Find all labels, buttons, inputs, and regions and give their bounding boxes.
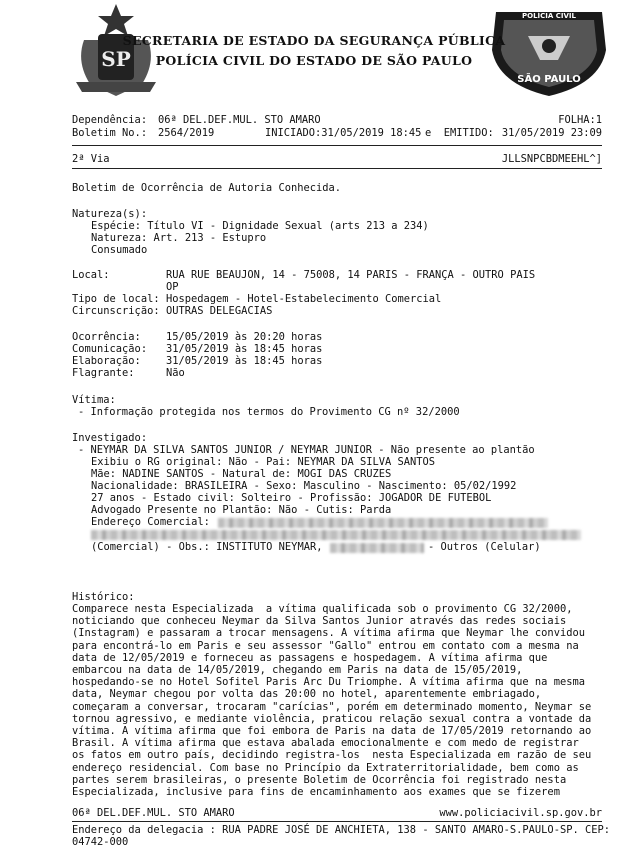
natureza-title: Natureza(s): [72, 208, 148, 220]
vitima-title: Vítima: [72, 394, 116, 406]
divider-second [72, 168, 602, 169]
historico-line: (Instagram) e passaram a trocar mensagens. A vítima afirma que Neymar lhe convidou [72, 627, 585, 640]
historico-line: data, Neymar chegou por volta das 20:00 no hotel, aparentemente embriagado, [72, 688, 542, 701]
redacted-address [91, 530, 581, 540]
investigado-line: Nacionalidade: BRASILEIRA - Sexo: Masculino - Nascimento: 05/02/1992 [91, 480, 517, 492]
endereco-comercial-label: Endereço Comercial: [91, 516, 210, 528]
historico-line: tornou agressivo, e mediante violência, praticou relação sexual contra a vontade da [72, 712, 592, 725]
historico-title: Histórico: [72, 591, 135, 603]
dependencia-value: 06ª DEL.DEF.MUL. STO AMARO [158, 114, 321, 126]
footer-address: Endereço da delegacia : RUA PADRE JOSÉ DE ANCHIETA, 138 - SANTO AMARO-S.PAULO-SP. CEP: [72, 824, 610, 836]
redacted-address [218, 518, 548, 528]
historico-line: data de 12/05/2019 e forneceu as passagens e hospedagem. A vítima afirma que [72, 651, 548, 664]
vitima-line: - Informação protegida nos termos do Provimento CG nº 32/2000 [78, 406, 460, 418]
local-value: RUA RUE BEAUJON, 14 - 75008, 14 PARIS - FRANÇA - OUTRO PAIS [166, 269, 536, 281]
flagrante-value: Não [166, 367, 185, 379]
folha: FOLHA:1 [558, 114, 602, 126]
elaboracao-value: 31/05/2019 às 18:45 horas [166, 355, 323, 367]
historico-line: vítima. A vítima afirma que foi embora de Paris na data de 17/05/2019 retornando ao [72, 725, 592, 738]
ocorrencia-value: 15/05/2019 às 20:20 horas [166, 331, 323, 343]
natureza-line: Espécie: Título VI - Dignidade Sexual (arts 213 a 234) [91, 220, 429, 232]
local-value-cont: OP [166, 281, 179, 293]
header-policia-civil: POLÍCIA CIVIL DO ESTADO DE SÃO PAULO [155, 53, 473, 68]
flagrante-label: Flagrante: [72, 367, 135, 379]
natureza-line: Consumado [91, 244, 148, 256]
iniciado: INICIADO:31/05/2019 18:45 [265, 127, 422, 139]
footer-website[interactable]: www.policiacivil.sp.gov.br [439, 807, 602, 819]
investigado-line: 27 anos - Estado civil: Solteiro - Profissão: JOGADOR DE FUTEBOL [91, 492, 492, 504]
historico-line: partes serem brasileiras, o presente Boletim de Ocorrência foi registrado nesta [72, 773, 567, 786]
comunicacao-label: Comunicação: [72, 343, 148, 355]
investigado-name: - NEYMAR DA SILVA SANTOS JUNIOR / NEYMAR JUNIOR - Não presente ao plantão [78, 444, 535, 456]
historico-line: hospedando-se no Hotel Sofitel Paris Arc Du Triomphe. A vítima afirma que na mesma [72, 676, 585, 689]
comercial-outros: - Outros (Celular) [428, 541, 541, 553]
sp-state-seal [70, 2, 162, 98]
historico-line: começaram a conversar, trocaram "carícias", porém em determinado momento, Neymar se [72, 700, 592, 713]
tipo-local-value: Hospedagem - Hotel-Estabelecimento Comercial [166, 293, 442, 305]
boletim-number: 2564/2019 [158, 127, 215, 139]
circunscricao-value: OUTRAS DELEGACIAS [166, 305, 273, 317]
local-label: Local: [72, 269, 110, 281]
via: 2ª Via [72, 153, 110, 165]
historico-line: Especializada, inclusive para fins de encaminhamento aos exames que se fizerem [72, 786, 560, 799]
historico-line: noticiando que conheceu Neymar da Silva Santos Junior através das redes sociais [72, 615, 567, 628]
investigado-title: Investigado: [72, 432, 148, 444]
comunicacao-value: 31/05/2019 às 18:45 horas [166, 343, 323, 355]
tipo-boletim: Boletim de Ocorrência de Autoria Conhecida. [72, 182, 341, 194]
header-secretaria: SECRETARIA DE ESTADO DA SEGURANÇA PÚBLICA [122, 33, 506, 48]
investigado-line: Mãe: NADINE SANTOS - Natural de: MOGI DAS CRUZES [91, 468, 392, 480]
historico-line: os fatos em outro país, decidindo registra-los nesta Especializada em razão de seu [72, 749, 592, 762]
footer-cep: 04742-000 [72, 836, 129, 848]
document-code: JLLSNPCBDMEEHL^] [501, 153, 602, 165]
divider-footer [72, 821, 602, 822]
comercial-obs: (Comercial) - Obs.: INSTITUTO NEYMAR, [91, 541, 323, 553]
tipo-local-label: Tipo de local: [72, 293, 160, 305]
investigado-line: Exibiu o RG original: Não - Pai: NEYMAR DA SILVA SANTOS [91, 456, 436, 468]
emitido-value: 31/05/2019 23:09 [501, 127, 602, 139]
svg-text:POLÍCIA CIVIL: POLÍCIA CIVIL [522, 12, 576, 20]
redacted-phone [330, 543, 424, 553]
dependencia-label: Dependência: [72, 114, 148, 126]
policia-civil-badge [488, 2, 610, 98]
investigado-line: Advogado Presente no Plantão: Não - Cutis: Parda [91, 504, 392, 516]
historico-line: endereço residencial. Com base no Princípio da Extraterritorialidade, bem como as [72, 761, 579, 774]
circunscricao-label: Circunscrição: [72, 305, 160, 317]
historico-line: Comparece nesta Especializada a vítima qualificada sob o provimento CG 32/2000, [72, 603, 573, 615]
divider-top [72, 145, 602, 146]
natureza-line: Natureza: Art. 213 - Estupro [91, 232, 267, 244]
footer-delegacia: 06ª DEL.DEF.MUL. STO AMARO [72, 807, 235, 819]
historico-line: embarcou na data de 14/05/2019, chegando em Paris na data de 15/05/2019, [72, 664, 523, 677]
boletim-label: Boletim No.: [72, 127, 148, 139]
historico-line: Brasil. A vítima afirma que estava abalada emocionalmente e com medo de registrar [72, 737, 579, 750]
svg-text:SÃO PAULO: SÃO PAULO [517, 74, 581, 85]
historico-line: para encontrá-lo em Paris e seu assessor "Gallo" entrou em contato com a mesma na [72, 639, 579, 652]
elaboracao-label: Elaboração: [72, 355, 141, 367]
ocorrencia-label: Ocorrência: [72, 331, 141, 343]
svg-text:SP: SP [101, 47, 131, 71]
historico-text [72, 603, 591, 798]
emitido-label: e EMITIDO: [425, 127, 494, 139]
